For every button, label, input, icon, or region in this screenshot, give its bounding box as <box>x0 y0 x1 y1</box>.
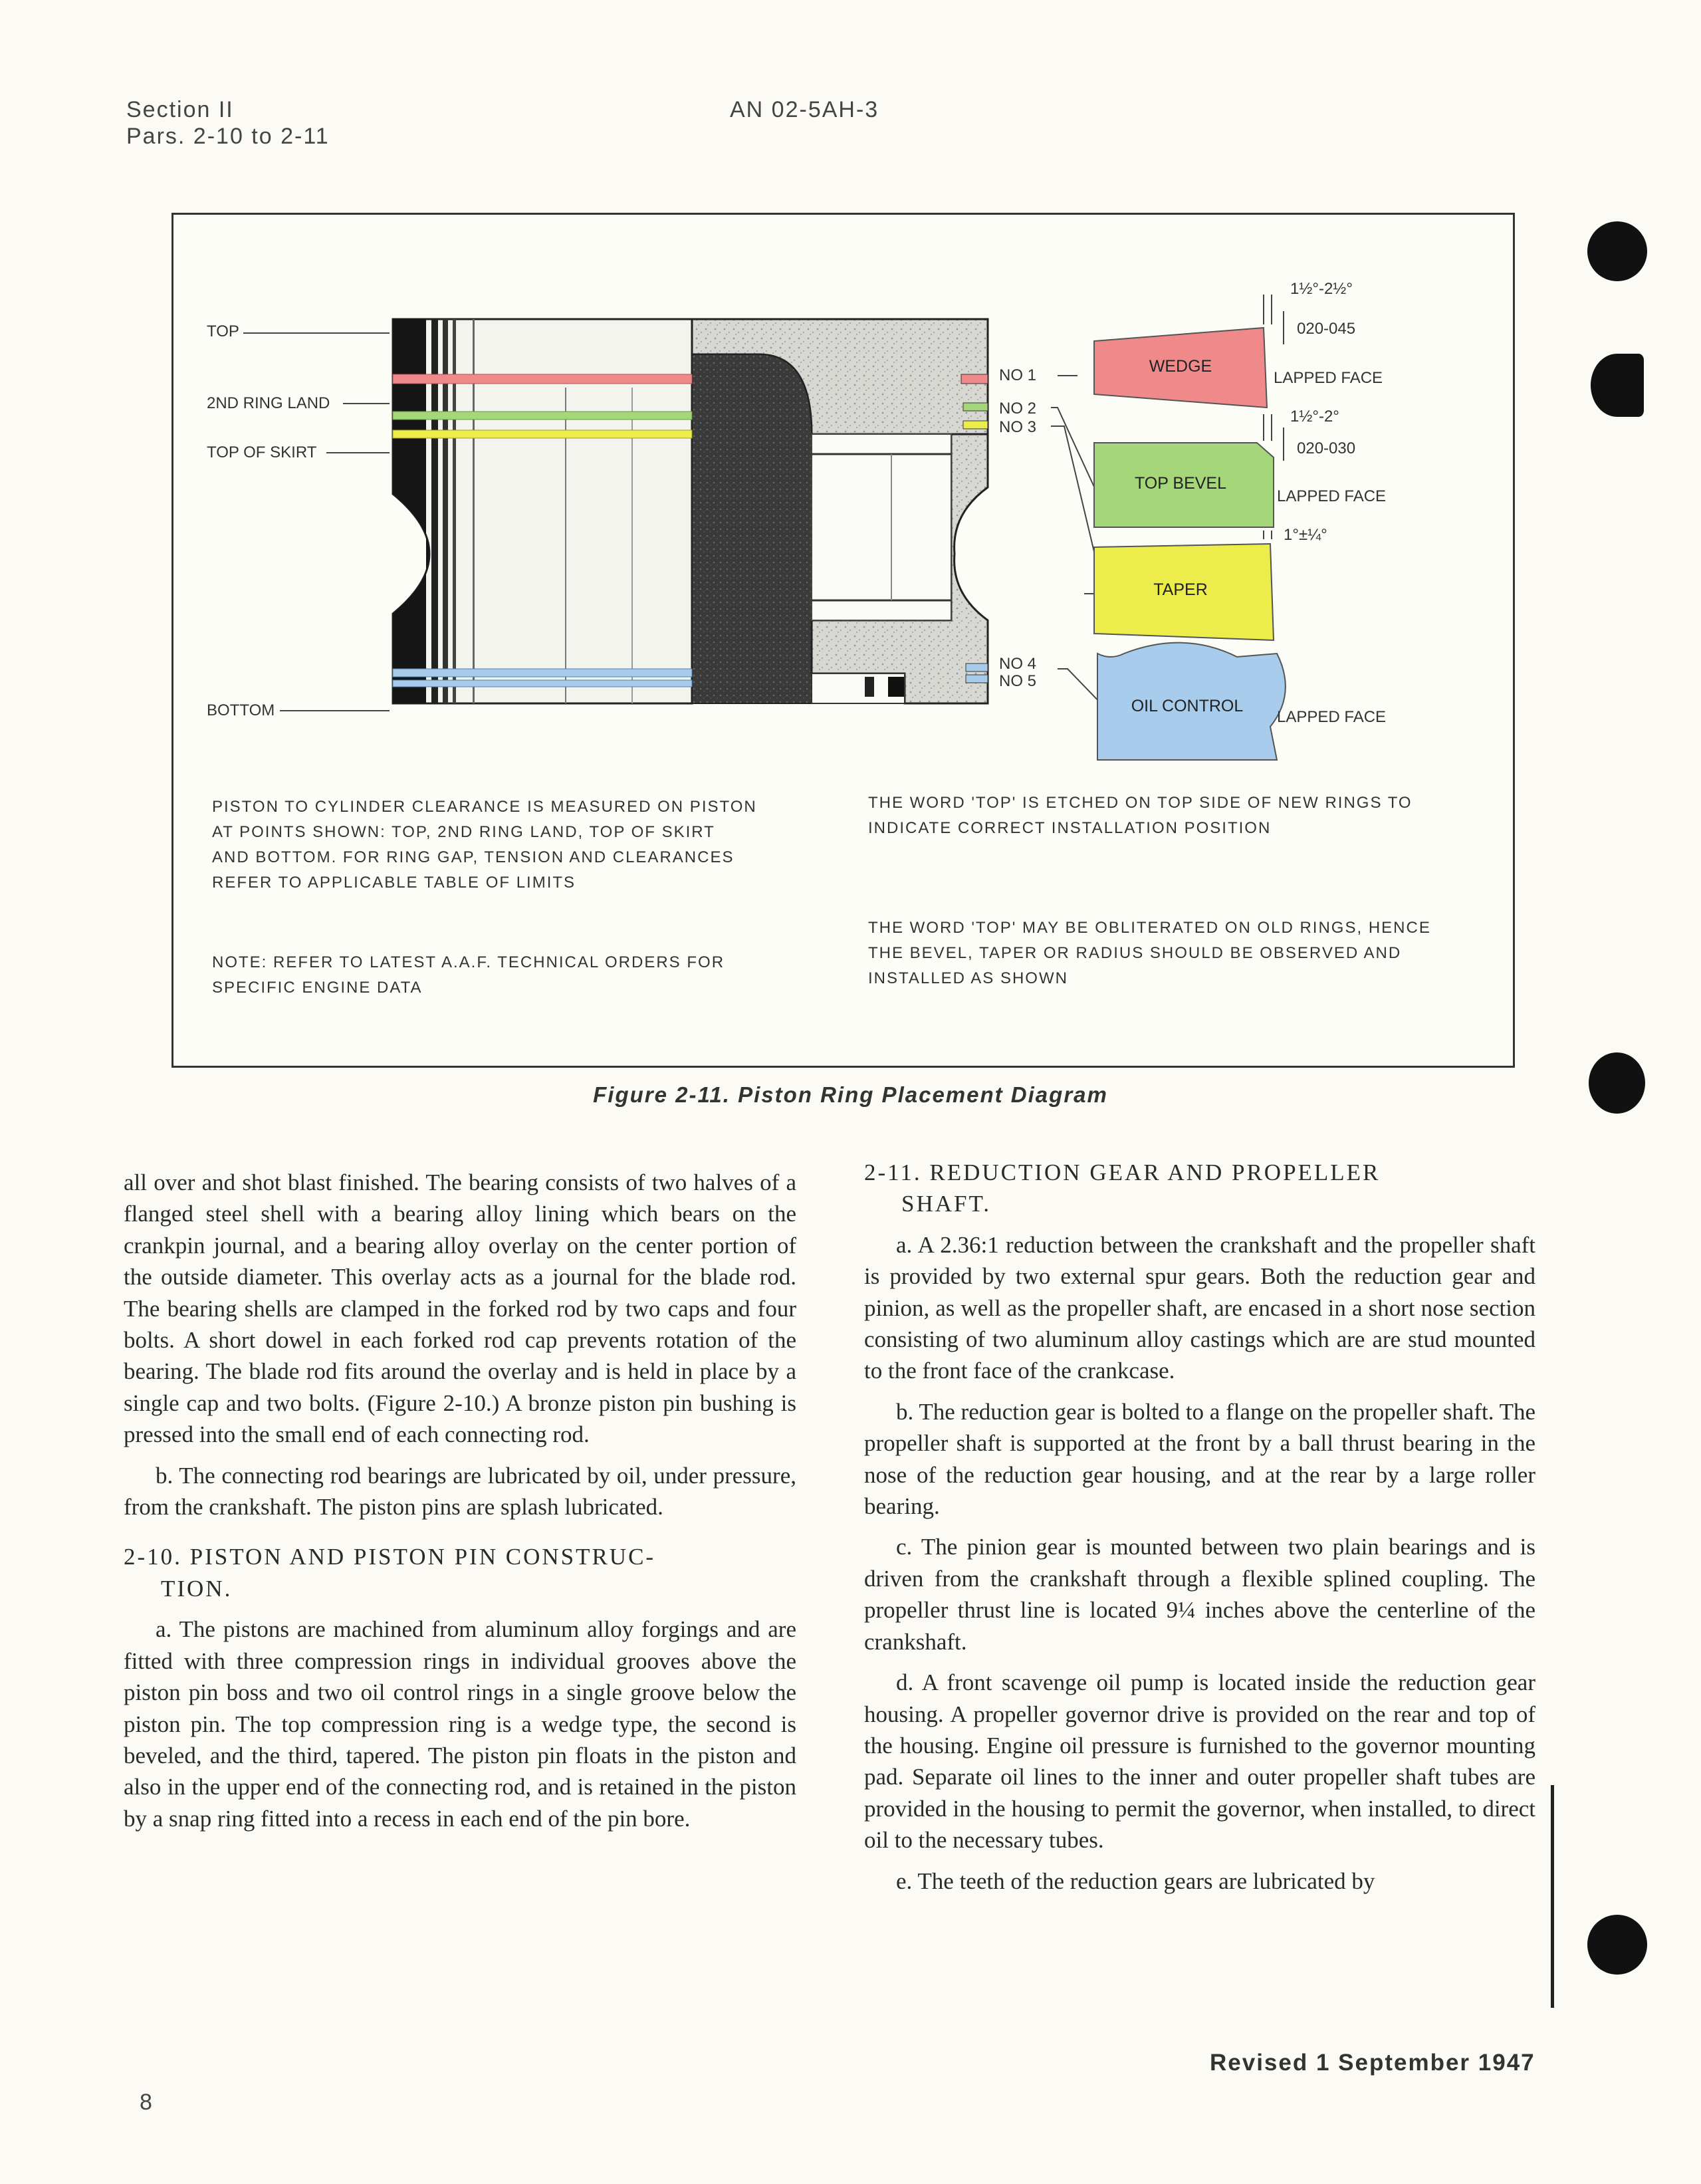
dim-wedge-angle: 1½°-2½° <box>1290 280 1353 298</box>
label-taper: TAPER <box>1153 580 1208 599</box>
dim-bevel-face: LAPPED FACE <box>1277 487 1387 505</box>
left-column <box>124 1167 796 1834</box>
paragraph-reduction-e: e. The teeth of the reduction gears are lubricated by <box>896 1868 1375 1894</box>
page-number: 8 <box>140 2090 154 2115</box>
heading-piston-construction-cont: TION. <box>161 1575 233 1602</box>
dim-wedge-gap: 020-045 <box>1297 320 1356 338</box>
label-groove-no3: NO 3 <box>999 418 1037 436</box>
groove-ring-4 <box>966 664 988 671</box>
paragraphs-label: Pars. 2-10 to 2-11 <box>126 124 330 149</box>
piston-pin-boss-section <box>692 354 812 703</box>
band-top-of-skirt-yellow <box>393 430 692 438</box>
paragraph-reduction-c: c. The pinion gear is mounted between two plain bearings and is driven from the crankshaft through a flexible splined coupling. The propeller thrust line is located 9¼ inches above the centerline of the crankshaft. <box>864 1534 1535 1655</box>
label-2nd-ring-land: 2ND RING LAND <box>207 394 330 412</box>
groove-ring-2 <box>963 403 988 411</box>
dim-bevel-angle: 1½°-2° <box>1290 408 1339 425</box>
groove-ring-5 <box>966 675 988 683</box>
punch-hole <box>1587 1915 1647 1975</box>
dim-oil-face: LAPPED FACE <box>1277 708 1387 726</box>
section-label: Section II <box>126 97 234 122</box>
punch-hole <box>1587 221 1647 281</box>
paragraph-pistons: a. The pistons are machined from aluminum alloy forgings and are fitted with three compression rings in individual grooves above the piston pin boss and two oil control rings in a single groove below the piston pin. The top compression ring is a wedge type, the second is beveled, and the third, tapered. The piston pin floats in the piston and also in the upper end of the connecting rod, and is retained in the piston by a snap ring fitted into a recess in each end of the pin bore. <box>124 1616 796 1832</box>
label-groove-no4: NO 4 <box>999 655 1037 673</box>
paragraph-reduction-b: b. The reduction gear is bolted to a flange on the propeller shaft. The propeller shaft is supported at the front by a ball thrust bearing in the nose of the reduction gear housing, and at the rear by a large roller bearing. <box>864 1398 1535 1520</box>
right-column <box>864 1157 1535 1897</box>
label-groove-no1: NO 1 <box>999 366 1037 384</box>
label-top-bevel: TOP BEVEL <box>1134 474 1227 493</box>
paragraph-reduction-d: d. A front scavenge oil pump is located inside the reduction gear housing. A propeller governor drive is provided on the rear and top of the housing. Engine oil pressure is furnished to the governor mounting pad. Separate oil lines to the inner and outer propeller shaft tubes are provided in the housing to permit the governor, when installed, to direct oil to the necessary tubes. <box>864 1669 1535 1854</box>
figure-frame <box>171 213 1515 1068</box>
paragraph-reduction-a: a. A 2.36:1 reduction between the crankshaft and the propeller shaft is provided by two external spur gears. Both the reduction gear and pinion, as well as the propeller shaft, are encased in a short nose section consisting of two aluminum alloy castings which are are stud mounted to the front face of the crankcase. <box>864 1231 1535 1384</box>
band-bottom-blue <box>393 669 692 677</box>
dim-taper-angle: 1°±¼° <box>1284 526 1327 544</box>
groove-ring-3 <box>963 421 988 429</box>
note-obliterated: THE WORD 'TOP' MAY BE OBLITERATED ON OLD RINGS, HENCE THE BEVEL, TAPER OR RADIUS SHOULD BE OBSERVED AND INSTALLED AS SHOWN <box>868 919 1431 987</box>
groove-ring-1 <box>961 374 988 384</box>
label-bottom: BOTTOM <box>207 701 275 719</box>
label-top: TOP <box>207 322 239 340</box>
piston-bottom-detail <box>888 677 904 697</box>
revision-date: Revised 1 September 1947 <box>1210 2050 1535 2076</box>
note-refer: NOTE: REFER TO LATEST A.A.F. TECHNICAL ORDERS FOR SPECIFIC ENGINE DATA <box>212 953 725 997</box>
dim-bevel-gap: 020-030 <box>1297 439 1356 457</box>
band-green <box>393 412 692 420</box>
label-groove-no5: NO 5 <box>999 672 1037 690</box>
punch-hole <box>1591 354 1644 417</box>
piston-bottom-detail <box>865 677 874 697</box>
label-oil-control: OIL CONTROL <box>1131 697 1244 715</box>
figure-caption: Figure 2-11. Piston Ring Placement Diagram <box>593 1082 1108 1107</box>
band-2nd-ring-land-red <box>393 374 692 384</box>
paragraph-bearing: all over and shot blast finished. The bearing consists of two halves of a flanged steel shell with a bearing alloy lining which bears on the crankpin journal, and a bearing alloy overlay on the center portion of the outside diameter. This overlay acts as a journal for the blade rod. The bearing shells are clamped in the forked rod by two caps and four bolts. A short dowel in each forked rod cap prevents rotation of the bearing. The blade rod fits around the overlay and is held in place by a single cap and two bolts. (Figure 2-10.) A bronze piston pin bushing is pressed into the small end of each connecting rod. <box>124 1169 796 1448</box>
paragraph-rod-lubrication: b. The connecting rod bearings are lubricated by oil, under pressure, from the crankshaft. The piston pins are splash lubricated. <box>124 1462 796 1520</box>
piston-pin-bore <box>812 434 951 620</box>
document-number: AN 02-5AH-3 <box>730 97 879 122</box>
band-bottom-blue <box>393 680 692 687</box>
heading-reduction-gear-cont: SHAFT. <box>901 1191 992 1217</box>
revision-bar <box>1551 1785 1554 2008</box>
heading-piston-construction: 2-10. PISTON AND PISTON PIN CONSTRUC- <box>124 1544 656 1570</box>
dim-wedge-face: LAPPED FACE <box>1274 369 1383 387</box>
heading-reduction-gear: 2-11. REDUCTION GEAR AND PROPELLER <box>864 1159 1381 1185</box>
label-wedge: WEDGE <box>1149 357 1212 376</box>
label-top-of-skirt: TOP OF SKIRT <box>207 443 317 461</box>
note-clearance: PISTON TO CYLINDER CLEARANCE IS MEASURED ON PISTON AT POINTS SHOWN: TOP, 2ND RING LAND, TOP OF SKIRT AND BOTTOM. FOR RING GAP, TENSION AND CLEARANCES REFER TO APPLICABLE TABLE OF LIMITS <box>212 798 757 892</box>
label-groove-no2: NO 2 <box>999 400 1037 418</box>
note-etched: THE WORD 'TOP' IS ETCHED ON TOP SIDE OF NEW RINGS TO INDICATE CORRECT INSTALLATION POSITION <box>868 794 1413 837</box>
